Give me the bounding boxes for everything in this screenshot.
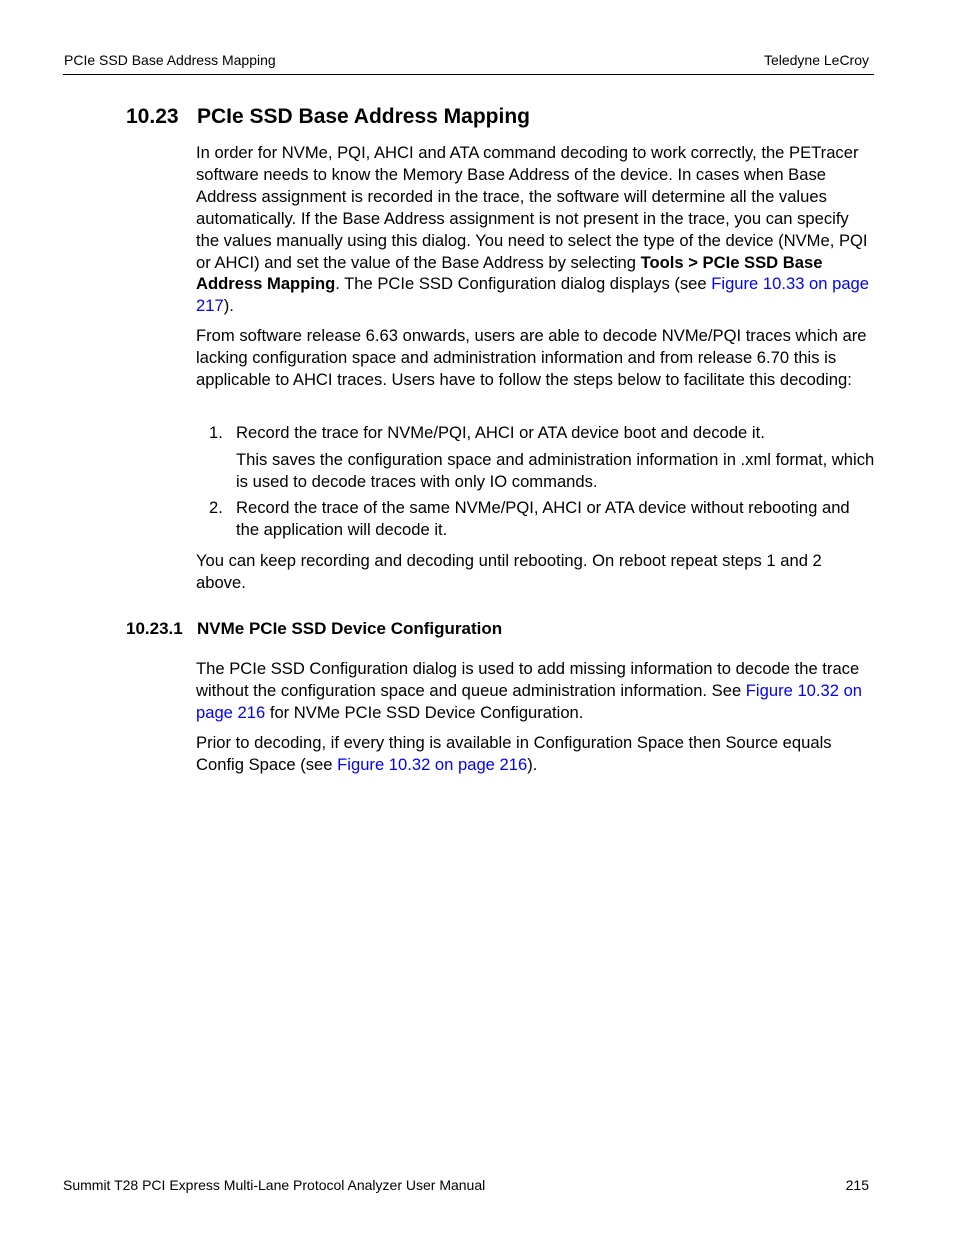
- step-2-number: 2.: [209, 498, 223, 517]
- page-number: 215: [845, 1177, 869, 1193]
- config-text: The PCIe SSD Configuration dialog is used to add missing information to decode the trace without the configuration space and queue administration information. See: [196, 659, 860, 700]
- menu-path: Tools > PCIe SSD Base Address Mapping: [196, 252, 823, 294]
- intro-text: In order for NVMe, PQI, AHCI and ATA command decoding to work correctly, the PETracer software needs to know the Memory Base Address of the device. In cases when Base Address assignment is recorded in the trace, the software will determine all the values automatically. If the Base Address assignment is not present in the trace, you can specify the values manually using this dialog. You need to select the type of the device (NVMe, PQI or AHCI) and set the value of the Base Address by selecting: [196, 143, 868, 272]
- subsection-title: NVMe PCIe SSD Device Configuration: [197, 619, 503, 638]
- section-title: PCIe SSD Base Address Mapping: [197, 105, 530, 128]
- section-number: 10.23: [126, 105, 179, 128]
- step-1-note: This saves the configuration space and administration information in .xml format, which is used to decode traces with only IO commands.: [236, 450, 875, 491]
- subsection-heading: [126, 619, 502, 639]
- release-paragraph: From software release 6.63 onwards, users are able to decode NVMe/PQI traces which are lacking configuration space and administration information and from release 6.70 this is applicable to AHCI traces. Users have to follow the steps below to facilitate this decoding:: [196, 326, 867, 389]
- decoding-text-2: ).: [527, 754, 538, 774]
- step-1-text: Record the trace for NVMe/PQI, AHCI or ATA device boot and decode it.: [236, 423, 765, 442]
- intro-text-2: . The PCIe SSD Configuration dialog displays (see: [335, 274, 712, 294]
- intro-text-3: ).: [223, 296, 234, 316]
- figure-link-10-32-b[interactable]: Figure 10.32 on page 216: [337, 754, 528, 774]
- step-1-number: 1.: [209, 423, 223, 442]
- config-dialog-paragraph: [196, 658, 872, 724]
- figure-link-10-32[interactable]: Figure 10.32 on page 216: [196, 680, 863, 722]
- figure-link-10-33[interactable]: Figure 10.33 on page 217: [196, 274, 870, 316]
- section-heading: [126, 105, 530, 129]
- step-2-text: Record the trace of the same NVMe/PQI, AHCI or ATA device without rebooting and the application will decode it.: [236, 498, 850, 539]
- decoding-paragraph: [196, 732, 872, 776]
- running-header-company: Teledyne LeCroy: [763, 52, 869, 68]
- subsection-number: 10.23.1: [126, 619, 183, 638]
- footer-manual-title: Summit T28 PCI Express Multi-Lane Protocol Analyzer User Manual: [63, 1177, 486, 1193]
- intro-paragraph: [196, 142, 872, 317]
- reboot-paragraph: You can keep recording and decoding until rebooting. On reboot repeat steps 1 and 2 above.: [196, 551, 822, 592]
- decoding-text: Prior to decoding, if every thing is available in Configuration Space then Source equals Config Space (see: [196, 733, 832, 774]
- header-divider: [63, 74, 874, 75]
- config-text-2: for NVMe PCIe SSD Device Configuration.: [265, 702, 584, 722]
- running-header-title: PCIe SSD Base Address Mapping: [64, 52, 276, 68]
